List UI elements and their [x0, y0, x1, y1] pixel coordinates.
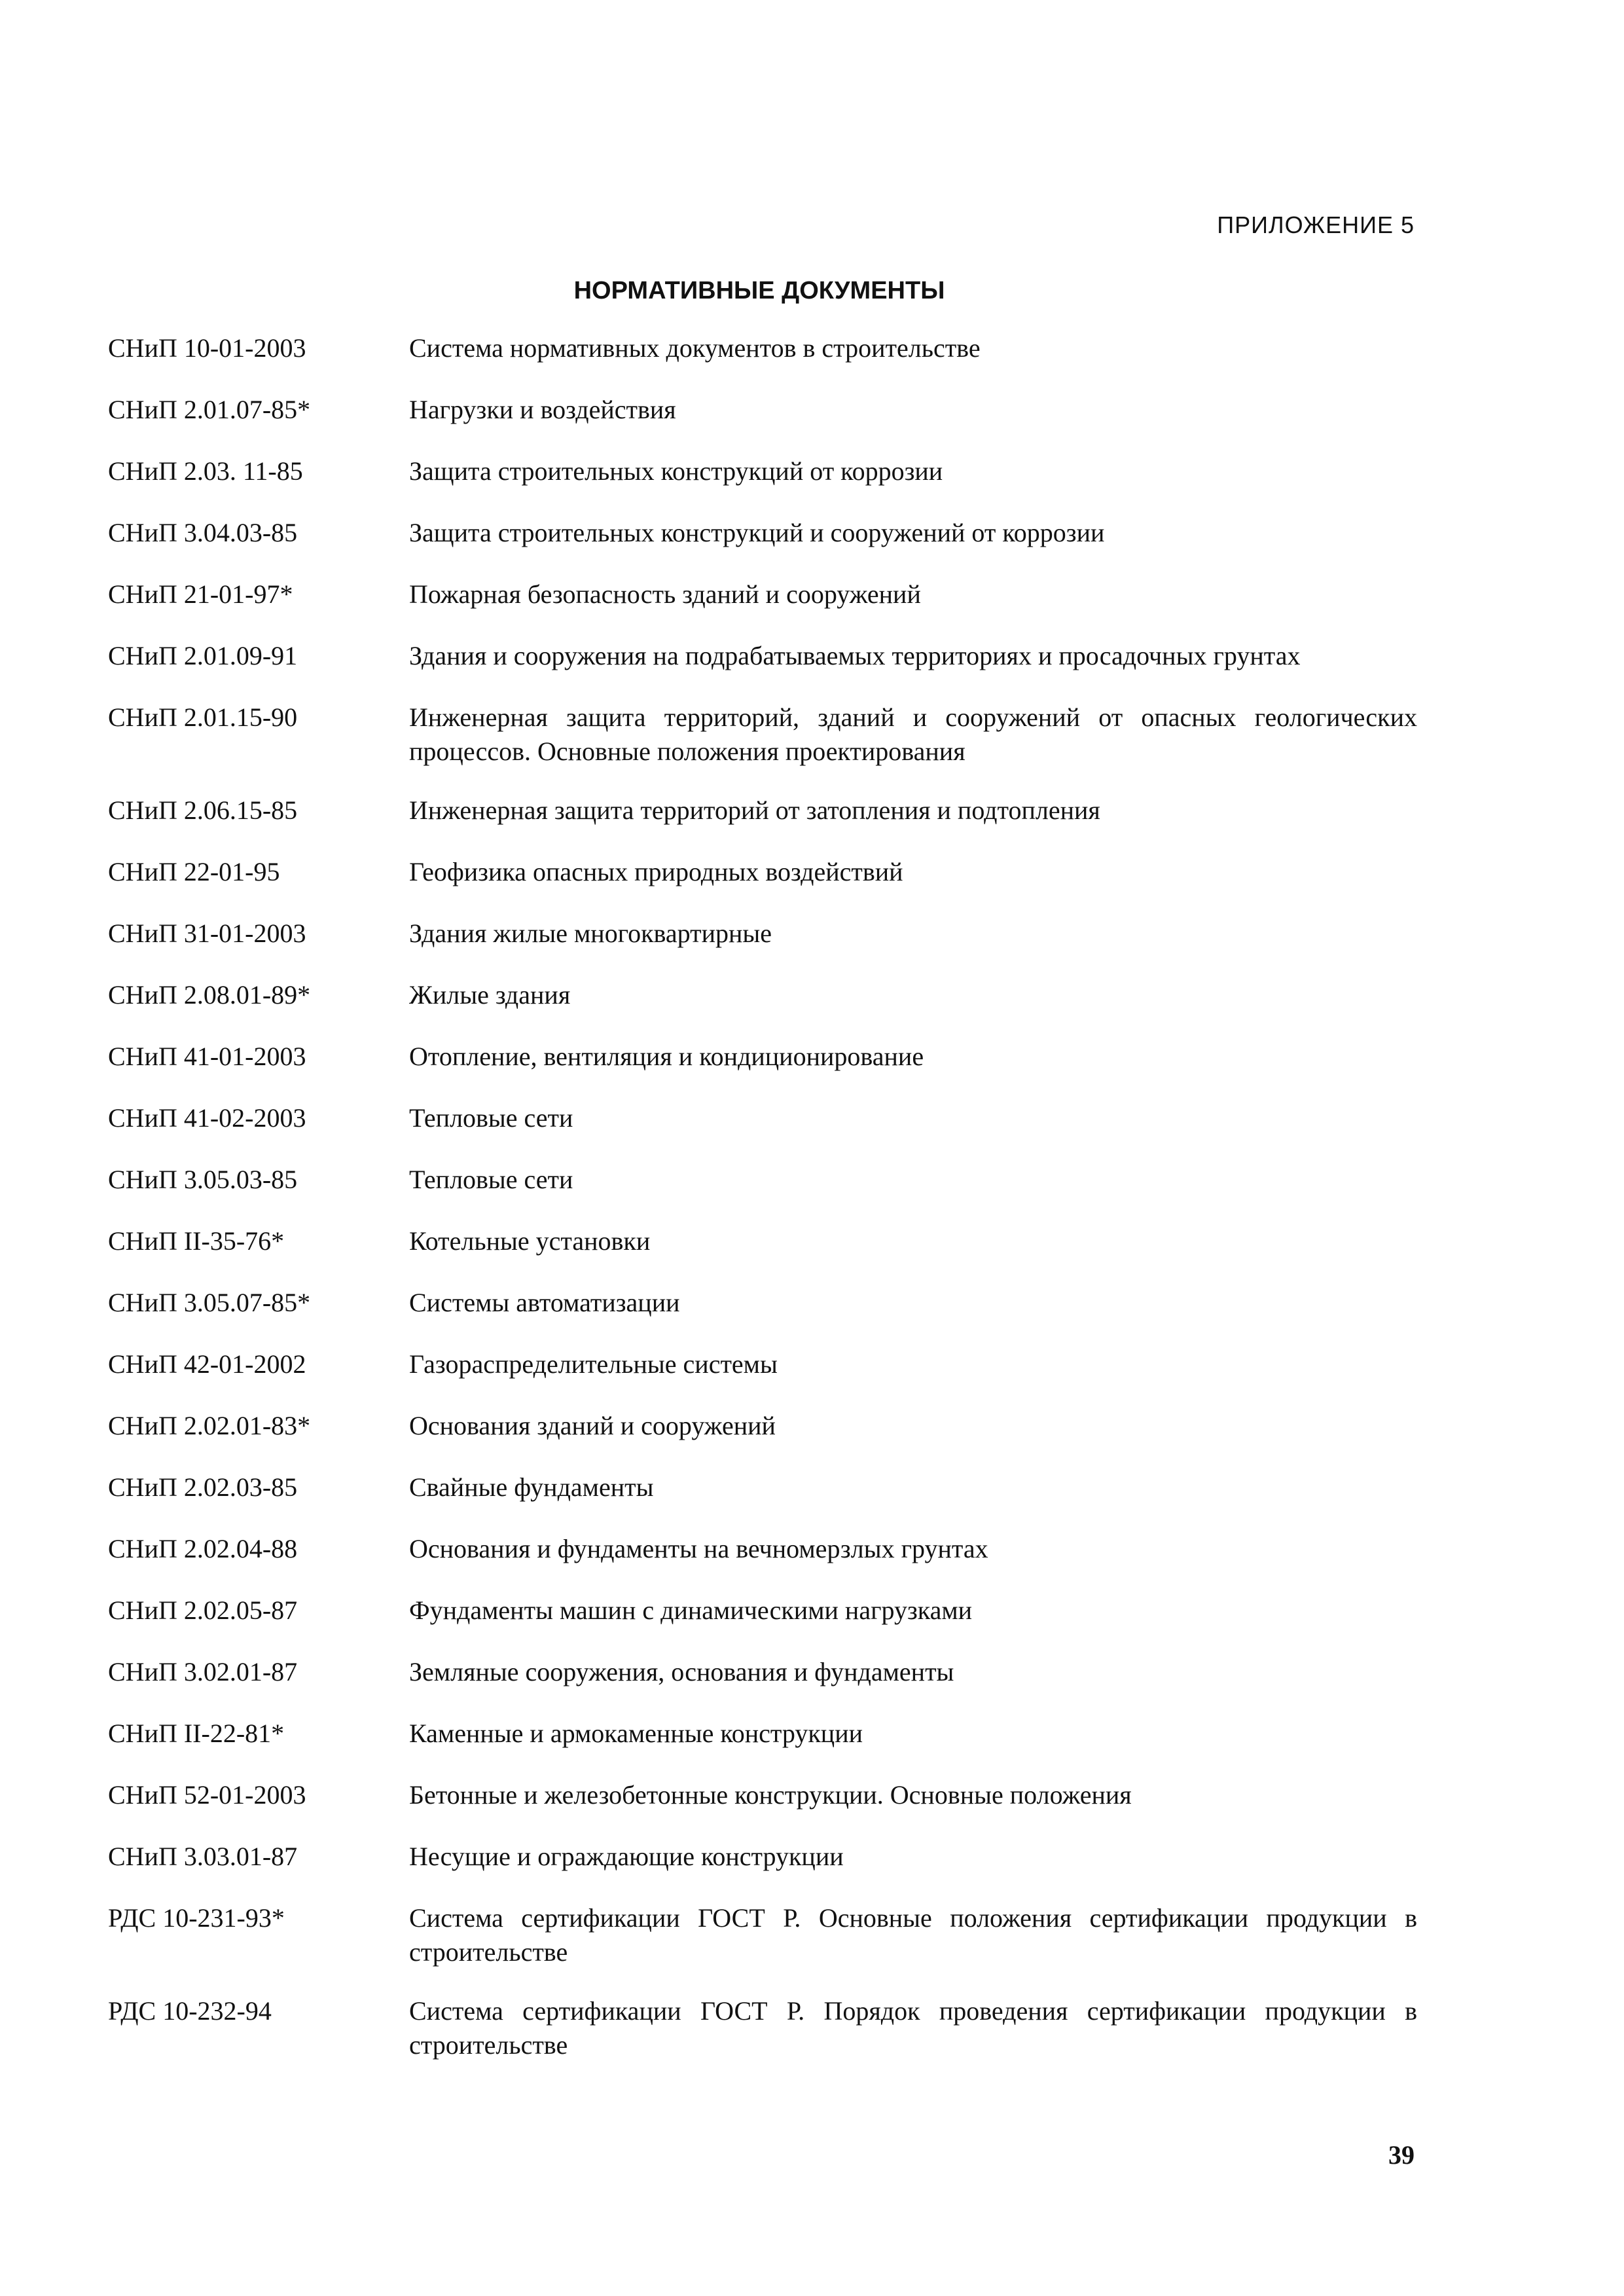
- document-code: РДС 10-231-93*: [108, 1903, 285, 1933]
- document-title: Система нормативных документов в строительстве: [409, 333, 981, 363]
- document-code: СНиП 31-01-2003: [108, 919, 306, 948]
- document-code: РДС 10-232-94: [108, 1996, 272, 2026]
- document-title: Земляные сооружения, основания и фундаменты: [409, 1657, 954, 1686]
- document-title: Газораспределительные системы: [409, 1349, 778, 1379]
- document-code: СНиП 3.05.07-85*: [108, 1288, 311, 1317]
- document-title: Нагрузки и воздействия: [409, 395, 676, 424]
- document-title: Система сертификации ГОСТ Р. Основные положения сертификации продукции в строительстве: [409, 1903, 1417, 1967]
- document-row: [108, 1652, 1417, 1692]
- document-row: [108, 914, 1417, 953]
- document-row: [108, 1283, 1417, 1322]
- page-number: 39: [1388, 2140, 1415, 2170]
- document-row: [108, 329, 1417, 368]
- appendix-label: ПРИЛОЖЕНИЕ 5: [1217, 211, 1415, 238]
- document-title: Инженерная защита территорий от затопления и подтопления: [409, 795, 1100, 825]
- document-row: [108, 1529, 1417, 1569]
- document-row: [108, 1714, 1417, 1753]
- document-row: [108, 636, 1417, 676]
- document-row: [108, 852, 1417, 892]
- document-row: [108, 390, 1417, 429]
- document-code: СНиП 3.02.01-87: [108, 1657, 298, 1686]
- document-title: Каменные и армокаменные конструкции: [409, 1719, 863, 1748]
- document-code: СНиП 3.05.03-85: [108, 1165, 298, 1194]
- document-code: СНиП 41-02-2003: [108, 1103, 306, 1133]
- document-title: Котельные установки: [409, 1226, 651, 1256]
- document-row: [108, 1222, 1417, 1261]
- document-title: Основания и фундаменты на вечномерзлых грунтах: [409, 1534, 988, 1563]
- document-title: Системы автоматизации: [409, 1288, 680, 1317]
- document-row: [108, 1992, 1417, 2062]
- document-title: Здания и сооружения на подрабатываемых территориях и просадочных грунтах: [409, 641, 1301, 670]
- document-row: [108, 1160, 1417, 1199]
- document-code: СНиП 2.01.15-90: [108, 702, 298, 732]
- document-title: Свайные фундаменты: [409, 1472, 654, 1502]
- document-row: [108, 575, 1417, 614]
- document-row: [108, 1468, 1417, 1507]
- document-title: Система сертификации ГОСТ Р. Порядок проведения сертификации продукции в строительстве: [409, 1996, 1417, 2060]
- document-code: СНиП 2.03. 11-85: [108, 456, 303, 486]
- document-row: [108, 1591, 1417, 1630]
- document-title: Защита строительных конструкций и сооружений от коррозии: [409, 518, 1105, 547]
- document-row: [108, 791, 1417, 830]
- document-code: СНиП 3.04.03-85: [108, 518, 298, 547]
- document-title: Пожарная безопасность зданий и сооружений: [409, 579, 921, 609]
- document-code: СНиП II-22-81*: [108, 1719, 285, 1748]
- document-code: СНиП 2.01.09-91: [108, 641, 298, 670]
- document-row: [108, 1899, 1417, 1969]
- document-title: Отопление, вентиляция и кондиционирование: [409, 1042, 924, 1071]
- document-code: СНиП 2.01.07-85*: [108, 395, 311, 424]
- document-code: СНиП 41-01-2003: [108, 1042, 306, 1071]
- document-code: СНиП 10-01-2003: [108, 333, 306, 363]
- document-title: Инженерная защита территорий, зданий и сооружений от опасных геологических процессов. Основные положения проектирования: [409, 702, 1417, 766]
- document-row: [108, 1099, 1417, 1138]
- document-row: [108, 1037, 1417, 1076]
- document-title: Тепловые сети: [409, 1165, 573, 1194]
- document-code: СНиП 2.02.01-83*: [108, 1411, 311, 1440]
- document-code: СНиП 22-01-95: [108, 857, 280, 886]
- document-title: Основания зданий и сооружений: [409, 1411, 776, 1440]
- document-code: СНиП 42-01-2002: [108, 1349, 306, 1379]
- document-row: [108, 513, 1417, 553]
- document-row: [108, 452, 1417, 491]
- document-code: СНиП 2.02.05-87: [108, 1595, 298, 1625]
- document-code: СНиП 3.03.01-87: [108, 1842, 298, 1871]
- document-title: Геофизика опасных природных воздействий: [409, 857, 903, 886]
- document-code: СНиП 2.02.04-88: [108, 1534, 298, 1563]
- document-code: СНиП II-35-76*: [108, 1226, 285, 1256]
- document-row: [108, 975, 1417, 1015]
- document-title: Тепловые сети: [409, 1103, 573, 1133]
- document-title: Защита строительных конструкций от коррозии: [409, 456, 943, 486]
- document-title: Несущие и ограждающие конструкции: [409, 1842, 844, 1871]
- page-title: НОРМАТИВНЫЕ ДОКУМЕНТЫ: [573, 277, 945, 304]
- document-row: [108, 1345, 1417, 1384]
- document-title: Здания жилые многоквартирные: [409, 919, 772, 948]
- document-row: [108, 698, 1417, 769]
- document-title: Бетонные и железобетонные конструкции. Основные положения: [409, 1780, 1132, 1810]
- normative-documents-list: [108, 329, 1417, 2085]
- document-row: [108, 1406, 1417, 1446]
- document-title: Жилые здания: [409, 980, 571, 1010]
- document-row: [108, 1776, 1417, 1815]
- document-code: СНиП 2.08.01-89*: [108, 980, 311, 1010]
- document-code: СНиП 52-01-2003: [108, 1780, 306, 1810]
- document-code: СНиП 2.02.03-85: [108, 1472, 298, 1502]
- document-code: СНиП 2.06.15-85: [108, 795, 298, 825]
- document-title: Фундаменты машин с динамическими нагрузками: [409, 1595, 973, 1625]
- document-code: СНиП 21-01-97*: [108, 579, 293, 609]
- document-row: [108, 1837, 1417, 1876]
